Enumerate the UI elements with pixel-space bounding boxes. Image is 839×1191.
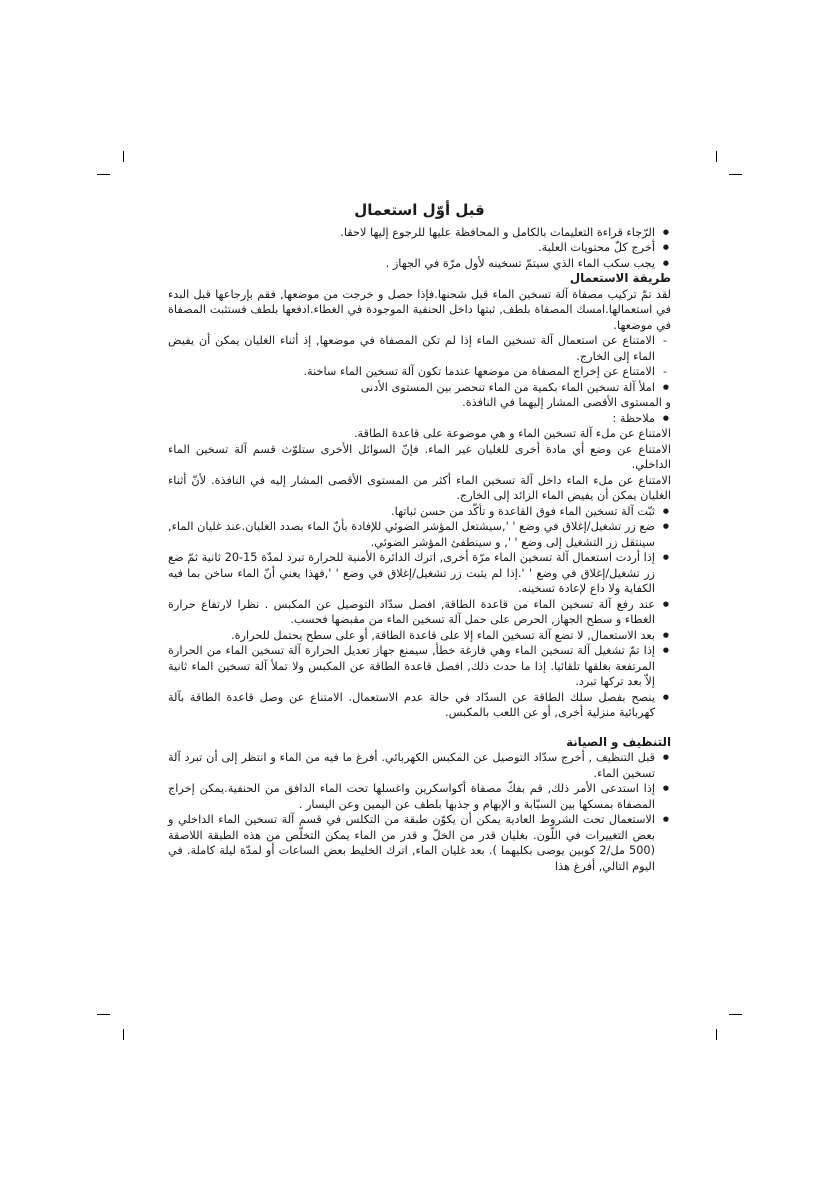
intro-bullet-3: ● يجب سكب الماء الذي سيتمّ تسخينه لأول مرّة في الجهاز . (168, 256, 671, 272)
heading-cleaning-maintenance: التنظيف و الصيانة (566, 734, 671, 749)
note-line-3: الامتناع عن ملء الماء داخل آلة تسخين الماء أكثر من المستوى الأقصى المشار إليه في النافذة. لأنّ أثناء الغليان يمكن أن يفيض الماء الزائد إلى الخارج. (168, 473, 671, 502)
warning-dash-item-1: - الامتناع عن استعمال آلة تسخين الماء إذا لم تكن المصفاة في موضعها, إذ أثناء الغليان يمكن أن يفيض الماء إلى الخارج. (168, 333, 671, 364)
heading-before-first-use: قبل أوّل استعمال (354, 201, 485, 219)
cleaning-bullet-3: ● الاستعمال تحت الشروط العادية يمكن أن يكوّن طبقة من التكلس في قسم آلة تسخين الماء الداخلي و بعض التغييرات في اللّون. بغليان قدر من الخلّ و قدر من الماء يمكن التخلّص من هذه الطبقة اللاصقة (500 مل/2 كوبين يوصى بكليهما ). بعد غليان الماء, اترك الخليط بعض الساعات أو لمدّة ليلة كاملة. في اليوم التالي, أفرغ هذا (168, 812, 671, 874)
usage-filter-paragraph: لقد تمّ تركيب مصفاة آلة تسخين الماء قبل شحنها.فإذا حصل و خرجت من موضعها, فقم بإرجاعها قبل البدء في استعمالها.امسك المصفاة بلطف, ثبتها داخل الحنفية الموجودة في الغطاء.ادفعها بلطف فستثبت المصفاة في موضعها. (168, 287, 671, 332)
crop-mark-top-left-vertical (123, 151, 124, 162)
fill-continuation: و المستوى الأقصى المشار إليهما في النافذة. (462, 396, 671, 409)
usage-bullet-4: ● عند رفع آلة تسخين الماء من قاعدة الطاقة, افصل سدّاد التوصيل عن المكبس . نظرا لارتفاع حرارة الغطاء و سطح الجهاز, الحرص على حمل آلة تسخين الماء من مقبضها فحسب. (168, 597, 671, 628)
intro-bullet-2: ● أخرج كلّ محتويات العلبة. (168, 240, 671, 256)
cleaning-bullet-list (168, 750, 671, 874)
fill-bullet: ● املأ آلة تسخين الماء بكمية من الماء تنحصر بين المستوى الأدنى (168, 380, 671, 396)
crop-mark-top-right-horizontal (729, 174, 742, 175)
crop-mark-bottom-left-horizontal (97, 1014, 110, 1015)
usage-bullet-7: ● ينصح بفصل سلك الطاقة عن السدّاد في حالة عدم الاستعمال. الامتناع عن وصل قاعدة الطاقة بآلة كهربائية منزلية أخرى, أو عن اللعب بالمكبس. (168, 690, 671, 721)
manual-page-content (168, 203, 671, 874)
usage-bullet-6: ● إذا تمّ تشغيل آلة تسخين الماء وهي فارغة خطأ, سيمنع جهاز تعديل الحرارة آلة تسخين الماء من الحرارة المرتفعة بغلقها تلقائيا. إذا ما حدث ذلك, افصل قاعدة الطاقة عن المكبس ولا تملأ آلة تسخين الماء ثانية إلاّ بعد تركها تبرد. (168, 643, 671, 690)
note-line-1: الامتناع عن ملء آلة تسخين الماء و هي موضوعة على قاعدة الطاقة. (353, 427, 671, 440)
usage-bullet-list (168, 504, 671, 721)
cleaning-bullet-2: ● إذا استدعى الأمر ذلك, قم بفكّ مصفاة أكواسكرين واغسلها تحت الماء الدافق من الحنفية.يمكن إخراج المصفاة بمسكها بين السبّابة و الإبهام و جذبها بلطف عن اليمين وعن اليسار . (168, 781, 671, 812)
crop-mark-bottom-left-vertical (123, 1029, 124, 1040)
usage-bullet-3: ● إذا أردت استعمال آلة تسخين الماء مرّة أخرى, اترك الدائرة الأمنية للحرارة تبرد لمدّة 15-20 ثانية ثمّ ضع زر تشغيل/إغلاق في وضع ' '.إذا لم يثبت زر تشغيل/إغلاق في وضع ' ',فهذا يعني أنّ الماء ساخن بما فيه الكفاية ولا داع لإعادة تسخينه. (168, 550, 671, 597)
warning-dash-item-2: - الامتناع عن إخراج المصفاة من موضعها عندما تكون آلة تسخين الماء ساخنة. (168, 364, 671, 380)
heading-usage-method: طريقة الاستعمال (569, 271, 671, 285)
note-bullet: ● ملاحظة : (168, 411, 671, 427)
usage-bullet-2: ● ضع زر تشغيل/إغلاق في وضع ' ',سيشتعل المؤشر الضوئي للإفادة بأنّ الماء بصدد الغليان.عند غليان الماء, سينتقل زر التشغيل إلى وضع ' ', و سينطفئ المؤشر الضوئي. (168, 519, 671, 550)
crop-mark-bottom-right-vertical (716, 1029, 717, 1040)
crop-mark-top-right-vertical (716, 151, 717, 162)
note-line-2: الامتناع عن وضع أي مادة أخرى للغليان غير الماء. فإنّ السوائل الأخرى ستلوّث قسم آلة تسخين الماء الداخلي. (168, 442, 671, 471)
warning-dash-list (168, 333, 671, 395)
crop-mark-top-left-horizontal (97, 174, 110, 175)
crop-mark-bottom-right-horizontal (729, 1014, 742, 1015)
usage-bullet-1: ● ثبّت آلة تسخين الماء فوق القاعدة و تأكّد من حسن ثباتها. (168, 504, 671, 520)
note-list (168, 411, 671, 427)
intro-bullet-1: ● الرّجاء قراءة التعليمات بالكامل و المحافظة عليها للرجوع إليها لاحقا. (168, 225, 671, 241)
usage-bullet-5: ● بعد الاستعمال, لا تضع آلة تسخين الماء إلا على قاعدة الطاقة, أو على سطح يحتمل للحرارة. (168, 628, 671, 644)
cleaning-bullet-1: ● قبل التنظيف , أخرج سدّاد التوصيل عن المكبس الكهربائي. أفرغ ما فيه من الماء و انتظر إلى أن تبرد آلة تسخين الماء. (168, 750, 671, 781)
intro-bullet-list (168, 225, 671, 272)
